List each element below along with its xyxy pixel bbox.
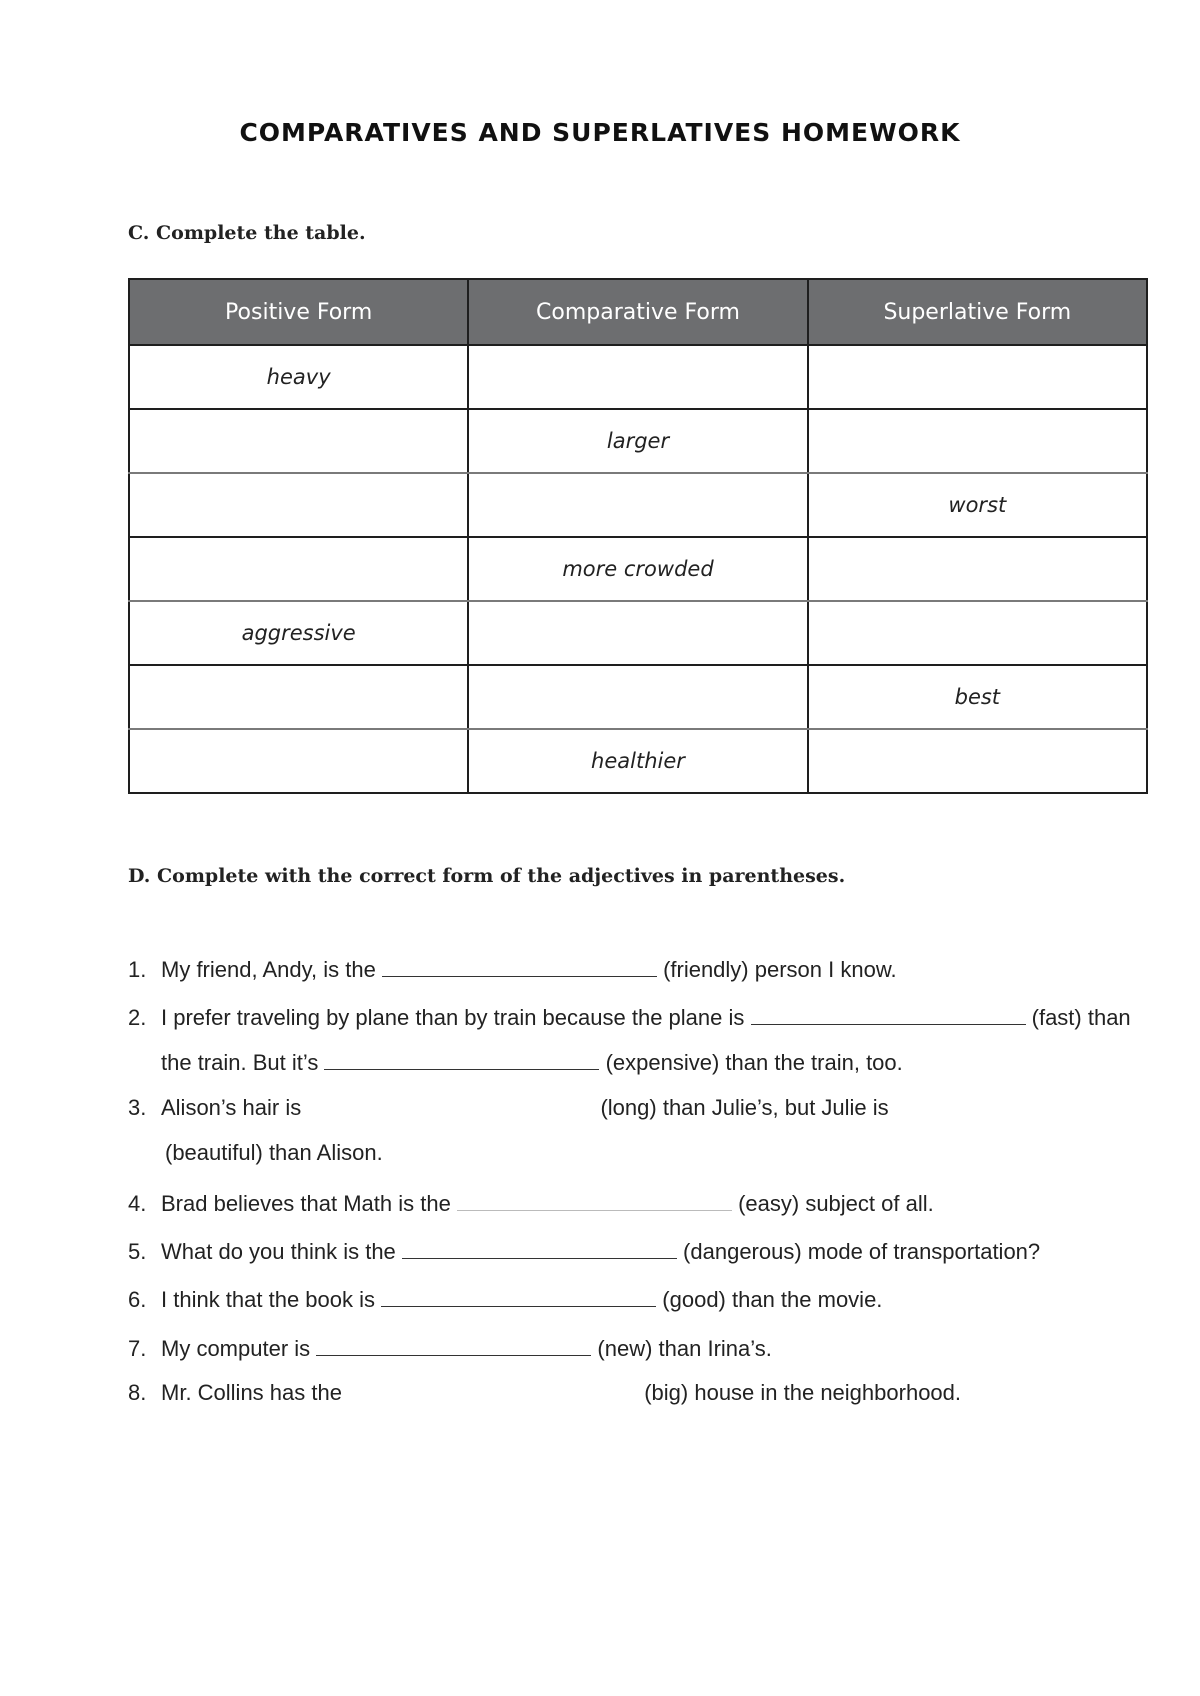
table-cell[interactable] <box>808 537 1147 601</box>
answer-blank[interactable] <box>457 1188 732 1211</box>
item-text: Mr. Collins has the <box>161 1380 342 1405</box>
item-text: (easy) subject of all. <box>738 1191 934 1216</box>
column-header-positive: Positive Form <box>129 279 468 345</box>
list-item <box>128 1380 961 1406</box>
table-cell[interactable] <box>129 473 468 537</box>
table-cell: heavy <box>129 345 468 409</box>
list-item <box>128 954 897 983</box>
answer-blank[interactable] <box>324 1047 599 1070</box>
list-item <box>128 1284 882 1313</box>
table-cell: larger <box>468 409 807 473</box>
item-number: 1. <box>128 957 147 982</box>
table-row <box>129 601 1147 665</box>
table-cell: healthier <box>468 729 807 793</box>
table-cell[interactable] <box>808 345 1147 409</box>
table-cell[interactable] <box>468 601 807 665</box>
item-number: 4. <box>128 1191 147 1216</box>
table-cell: aggressive <box>129 601 468 665</box>
table-cell[interactable] <box>468 665 807 729</box>
item-text: (dangerous) mode of transportation? <box>683 1239 1041 1264</box>
list-item <box>128 1236 1040 1265</box>
list-item <box>128 1188 934 1217</box>
table-row <box>129 473 1147 537</box>
answer-blank[interactable] <box>316 1333 591 1356</box>
table-cell[interactable] <box>468 473 807 537</box>
table-header-row <box>129 279 1147 345</box>
table-cell[interactable] <box>129 537 468 601</box>
item-text: (fast) than <box>1031 1005 1131 1030</box>
list-item-continuation <box>165 1140 383 1166</box>
table-cell[interactable] <box>808 729 1147 793</box>
section-d-heading: D. Complete with the correct form of the adjectives in parentheses. <box>128 865 846 887</box>
item-text: the train. But it’s <box>161 1050 319 1075</box>
table-cell[interactable] <box>808 409 1147 473</box>
item-number: 6. <box>128 1287 147 1312</box>
item-text: My computer is <box>161 1336 311 1361</box>
item-text: (expensive) than the train, too. <box>605 1050 903 1075</box>
item-text: Alison’s hair is <box>161 1095 302 1120</box>
item-number: 7. <box>128 1336 147 1361</box>
list-item <box>128 1095 889 1121</box>
item-text: (long) than Julie’s, but Julie is <box>600 1095 889 1120</box>
table-row <box>129 345 1147 409</box>
list-item <box>128 1333 772 1362</box>
table-cell[interactable] <box>468 345 807 409</box>
table-row <box>129 729 1147 793</box>
item-text: (good) than the movie. <box>662 1287 883 1312</box>
column-header-superlative: Superlative Form <box>808 279 1147 345</box>
page-title: COMPARATIVES AND SUPERLATIVES HOMEWORK <box>239 118 961 147</box>
item-text: My friend, Andy, is the <box>161 957 376 982</box>
table-row <box>129 665 1147 729</box>
answer-blank[interactable] <box>382 954 657 977</box>
list-item <box>128 1002 1131 1031</box>
table-cell[interactable] <box>129 729 468 793</box>
table-cell: more crowded <box>468 537 807 601</box>
table-cell: best <box>808 665 1147 729</box>
item-text: What do you think is the <box>161 1239 396 1264</box>
item-number: 8. <box>128 1380 147 1405</box>
item-number: 5. <box>128 1239 147 1264</box>
item-text: Brad believes that Math is the <box>161 1191 451 1216</box>
item-number: 2. <box>128 1005 147 1030</box>
item-text: I prefer traveling by plane than by train because the plane is <box>161 1005 745 1030</box>
item-text: I think that the book is <box>161 1287 376 1312</box>
forms-table <box>128 278 1148 794</box>
answer-blank[interactable] <box>381 1284 656 1307</box>
item-text: (big) house in the neighborhood. <box>644 1380 962 1405</box>
table-cell[interactable] <box>129 409 468 473</box>
item-text: (beautiful) than Alison. <box>165 1140 383 1165</box>
answer-blank[interactable] <box>402 1236 677 1259</box>
item-text: (new) than Irina’s. <box>597 1336 772 1361</box>
item-number: 3. <box>128 1095 147 1120</box>
table-cell[interactable] <box>808 601 1147 665</box>
item-text: (friendly) person I know. <box>663 957 897 982</box>
table-row <box>129 409 1147 473</box>
table-cell: worst <box>808 473 1147 537</box>
section-c-heading: C. Complete the table. <box>128 222 366 244</box>
column-header-comparative: Comparative Form <box>468 279 807 345</box>
answer-blank[interactable] <box>751 1002 1026 1025</box>
list-item-continuation <box>161 1047 903 1076</box>
table-row <box>129 537 1147 601</box>
table-cell[interactable] <box>129 665 468 729</box>
